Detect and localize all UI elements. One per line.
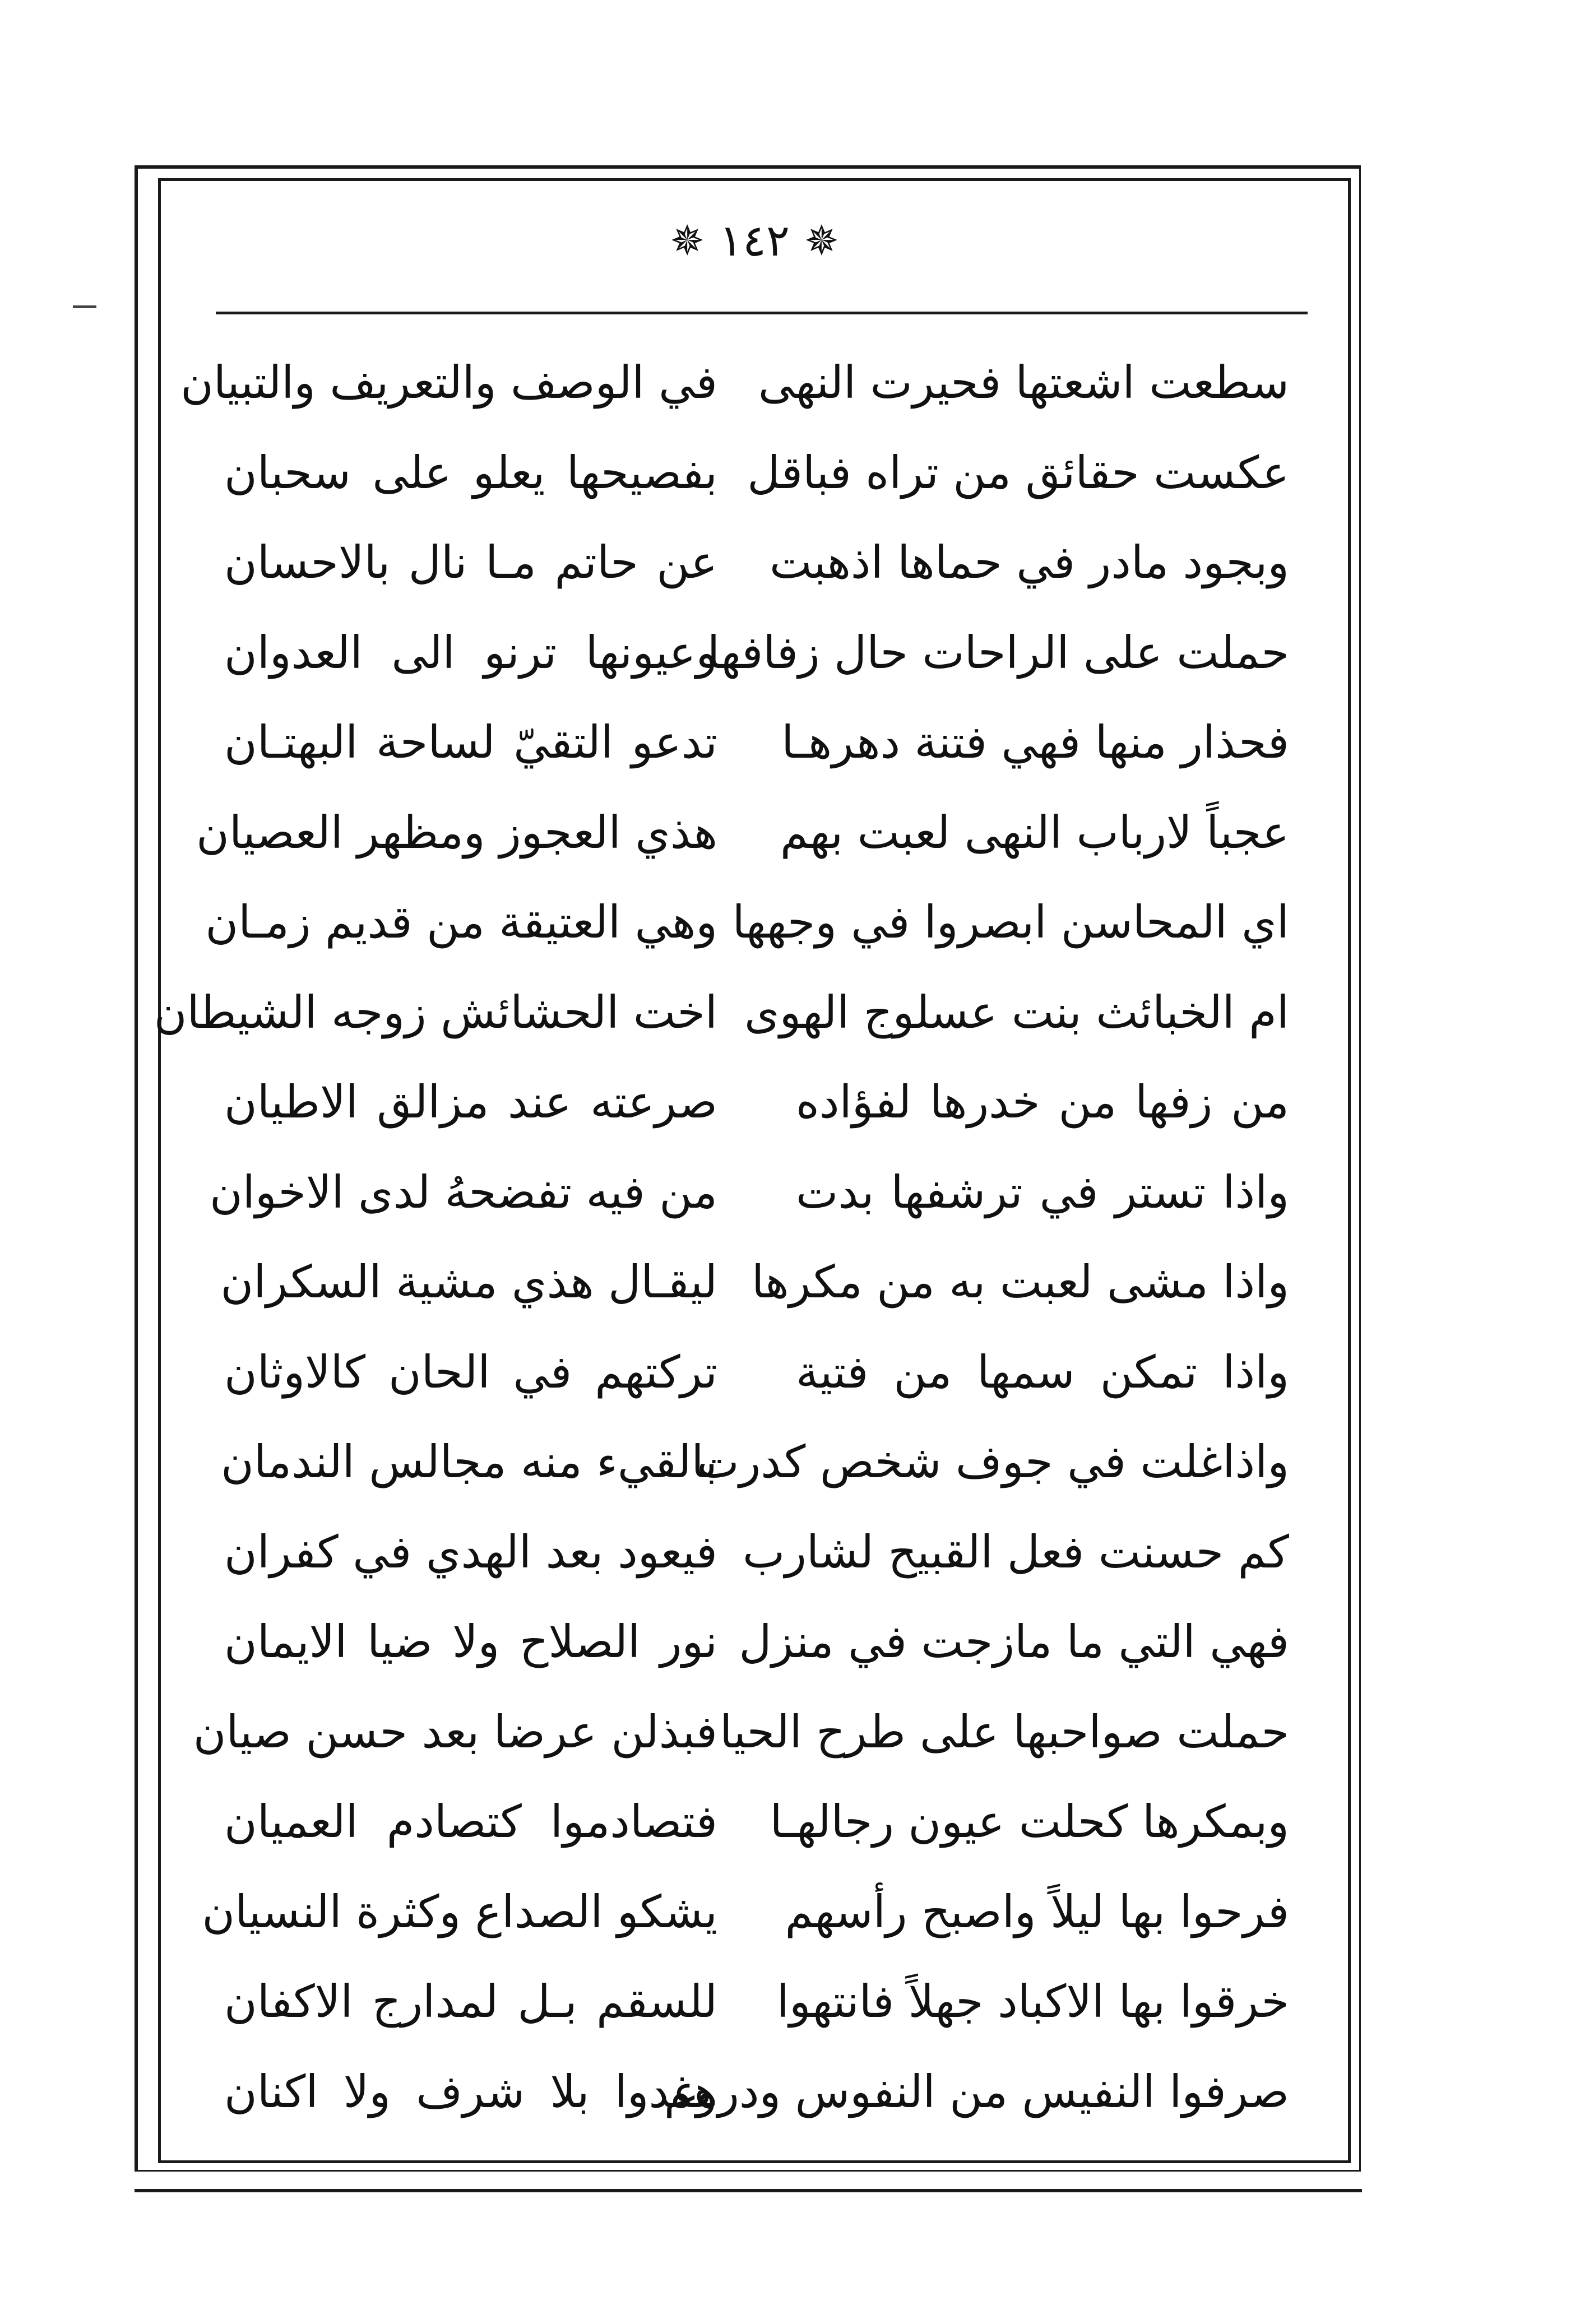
verse-second-hemistich: تدعو التقيّ لساحة البهتـان [224, 716, 717, 768]
page-number: ١٤٢ [719, 216, 790, 266]
ornament-left-icon: ✵ [670, 217, 705, 265]
verse-line [224, 1060, 1289, 1144]
verse-first-hemistich: فهي التي ما مازجت في منزل [739, 1616, 1289, 1668]
header-rule [216, 312, 1308, 314]
bottom-rule [135, 2189, 1362, 2192]
verse-line [205, 880, 1289, 964]
verse-second-hemistich: عن حاتم مـا نال بالاحسان [224, 536, 717, 588]
verse-second-hemistich: اخت الحشائش زوجه الشيطان [154, 986, 717, 1038]
verse-first-hemistich: عجباً لارباب النهى لعبت بهم [780, 806, 1289, 859]
verse-first-hemistich: فرحوا بها ليلاً واصبح رأسهم [785, 1886, 1289, 1938]
verse-first-hemistich: فحذار منها فهي فتنة دهرهـا [781, 716, 1289, 768]
verse-line [224, 431, 1289, 515]
ornament-right-icon: ✵ [804, 217, 839, 265]
margin-dash [73, 305, 96, 308]
verse-first-hemistich: خرقوا بها الاكباد جهلاً فانتهوا [776, 1975, 1289, 2028]
verse-first-hemistich: صرفوا النفيس من النفوس ودرهم [664, 2066, 1289, 2118]
verse-second-hemistich: فيعود بعد الهدي في كفران [224, 1526, 717, 1578]
verse-second-hemistich: تركتهم في الحان كالاوثان [224, 1346, 717, 1398]
verse-line [224, 1600, 1289, 1684]
verse-line [220, 1240, 1289, 1324]
verse-first-hemistich: واذا تمكن سمها من فتية [796, 1346, 1289, 1398]
verse-line [196, 791, 1289, 875]
verse-first-hemistich: عكست حقائق من تراه فباقل [747, 447, 1289, 499]
verse-second-hemistich: ليقـال هذي مشية السكران [220, 1256, 717, 1308]
verse-first-hemistich: واذا تستر في ترشفها بدت [796, 1166, 1289, 1218]
verse-first-hemistich: ام الخبائث بنت عسلوج الهوى [744, 986, 1289, 1038]
verse-second-hemistich: نور الصلاح ولا ضيا الايمان [224, 1616, 717, 1668]
verse-first-hemistich: واذاغلت في جوف شخص كدرت [697, 1436, 1289, 1488]
verse-first-hemistich: من زفها من خدرها لفؤاده [796, 1076, 1289, 1128]
verse-first-hemistich: كم حسنت فعل القبيح لشارب [742, 1526, 1289, 1578]
verse-second-hemistich: صرعته عند مزالق الاطيان [224, 1076, 717, 1128]
verse-line [221, 1420, 1289, 1504]
verse-first-hemistich: حملت صواحبها على طرح الحيا [720, 1706, 1289, 1758]
verse-line [193, 1690, 1289, 1774]
verse-second-hemistich: بالقيء منه مجالس الندمان [221, 1436, 717, 1488]
poem [154, 341, 1289, 2128]
verse-second-hemistich: للسقم بـل لمدارج الاكفان [224, 1975, 717, 2028]
verse-line [224, 1510, 1289, 1594]
verse-first-hemistich: حملت على الراحات حال زفافها [707, 627, 1289, 679]
verse-second-hemistich: وعيونها ترنو الى العدوان [224, 627, 717, 679]
verse-second-hemistich: فبذلن عرضا بعد حسن صيان [193, 1706, 717, 1758]
verse-line [224, 1960, 1289, 2044]
verse-second-hemistich: من فيه تفضحهُ لدى الاخوان [210, 1166, 717, 1218]
verse-second-hemistich: فتصادموا كتصادم العميان [224, 1796, 717, 1848]
verse-line [202, 1870, 1289, 1954]
verse-second-hemistich: وهي العتيقة من قديم زمـان [205, 896, 717, 948]
verse-second-hemistich: هذي العجوز ومظهر العصيان [196, 806, 717, 859]
verse-second-hemistich: يشكو الصداع وكثرة النسيان [202, 1886, 717, 1938]
verse-first-hemistich: اي المحاسن ابصروا في وجهها [732, 896, 1289, 948]
verse-line [224, 1780, 1289, 1864]
verse-second-hemistich: في الوصف والتعريف والتبيان [180, 356, 717, 409]
verse-first-hemistich: واذا مشى لعبت به من مكرها [751, 1256, 1289, 1308]
verse-second-hemistich: بفصيحها يعلو على سحبان [224, 447, 717, 499]
verse-line [210, 1151, 1289, 1235]
verse-first-hemistich: سطعت اشعتها فحيرت النهى [758, 356, 1289, 409]
verse-line [180, 341, 1289, 425]
verse-line [224, 1330, 1289, 1414]
verse-second-hemistich: وغدوا بلا شرف ولا اكنان [224, 2066, 717, 2118]
verse-line [224, 701, 1289, 785]
verse-line [224, 521, 1289, 605]
verse-first-hemistich: وبجود مادر في حماها اذهبت [770, 536, 1289, 588]
verse-line [154, 971, 1289, 1055]
page-header [158, 202, 1351, 280]
verse-line [224, 611, 1289, 695]
verse-first-hemistich: وبمكرها كحلت عيون رجالهـا [770, 1796, 1289, 1848]
verse-line [224, 2050, 1289, 2134]
